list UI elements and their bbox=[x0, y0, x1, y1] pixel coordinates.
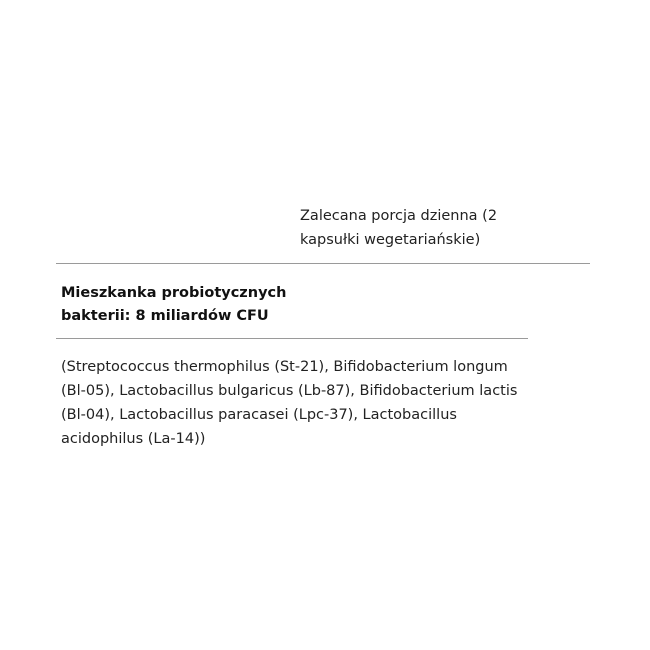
table-divider-middle bbox=[56, 338, 528, 339]
table-divider-top bbox=[56, 263, 590, 264]
probiotic-blend-title: Mieszkanka probiotycznych bakterii: 8 miliardów CFU bbox=[61, 285, 287, 324]
serving-size-header: Zalecana porcja dzienna (2 kapsułki wegetariańskie) bbox=[300, 208, 498, 248]
probiotic-strains-list: (Streptococcus thermophilus (St-21), Bifidobacterium longum (Bl-05), Lactobacillus bulgaricus (Lb-87), Bifidobacterium lactis (Bl-04), Lactobacillus paracasei (Lpc-37), Lactobacillus acidophilus (La-14)) bbox=[61, 359, 518, 447]
